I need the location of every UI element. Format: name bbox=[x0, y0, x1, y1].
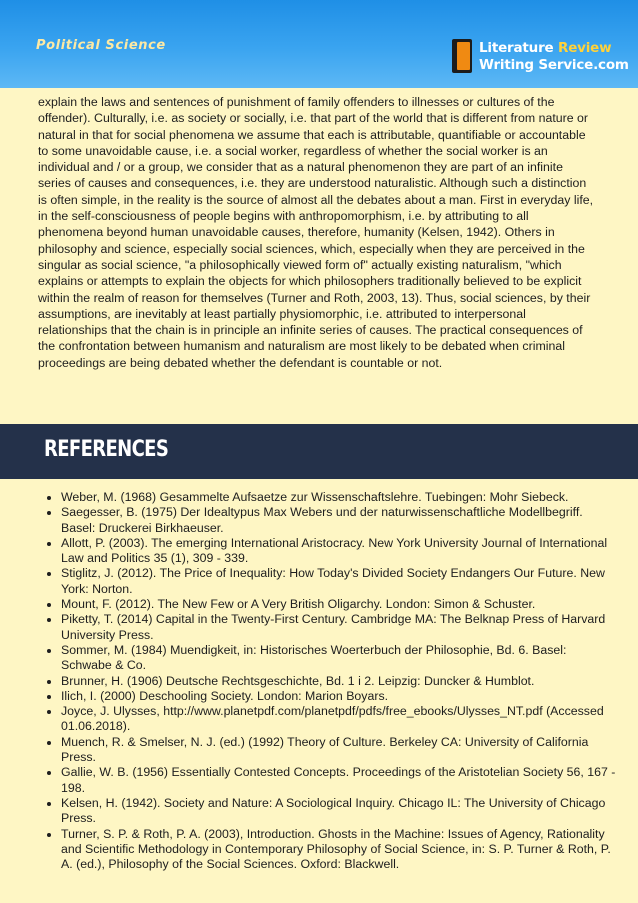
logo-text-writing-service: Writing Service bbox=[479, 57, 594, 73]
reference-item: • Gallie, W. B. (1956) Essentially Contested Concepts. Proceedings of the Aristotelian Society 56, 167 - 198. bbox=[61, 765, 617, 796]
logo-line-1 bbox=[479, 40, 611, 56]
reference-item: • Brunner, H. (1906) Deutsche Rechtsgeschichte, Bd. 1 i 2. Leipzig: Duncker & Humblot. bbox=[61, 674, 617, 689]
reference-item: • Allott, P. (2003). The emerging International Aristocracy. New York University Journal of International Law and Politics 35 (1), 309 - 339. bbox=[61, 536, 617, 567]
book-icon bbox=[452, 39, 472, 73]
body-paragraph: explain the laws and sentences of punishment of family offenders to illnesses or cultures of the offender). Culturally, i.e. as society or socially, i.e. that part of the world that is different from nature or natural in that for social phenomena we assume that each is attributable, quantifiable or accountable to some unavoidable cause, i.e. a social worker, regardless of whether the social worker is an individual and / or a group, we consider that as a natural phenomenon they are part of an infinite series of causes and consequences, i.e. they are understood naturalistic. Although such a distinction is often simple, in the reality is the source of almost all the debates about a man. First in everyday life, in the self-consciousness of people begins with anthropomorphism, i.e. by attributing to all phenomena beyond human unavoidable causes, therefore, humanity (Kelsen, 1942). Others in philosophy and science, especially social sciences, which, especially when they are perceived in the singular as social science, "a philosophically viewed form of" actually existing naturalism, "which explains or attempts to explain the objects for which philosophers traditionally believed to be explicit within the realm of reason for themselves (Turner and Roth, 2003, 13). Thus, social sciences, by their assumptions, are inevitably at least partially physiomorphic, i.e. attributed to interpersonal relationships that the chain is in principle an infinite series of causes. The practical consequences of the confrontation between humanism and naturalism are most likely to be debated when criminal proceedings are being debated whether the defendant is countable or not. bbox=[38, 95, 594, 370]
reference-item: • Turner, S. P. & Roth, P. A. (2003), Introduction. Ghosts in the Machine: Issues of Agency, Rationality and Scientific Methodology in Contemporary Philosophy of Social Science, in: S. P. Turner & Roth, P. A. (ed.), Philosophy of the Social Sciences. Oxford: Blackwell. bbox=[61, 827, 617, 873]
logo-text-review: Review bbox=[558, 40, 612, 56]
reference-item: • Kelsen, H. (1942). Society and Nature: A Sociological Inquiry. Chicago IL: The University of Chicago Press. bbox=[61, 796, 617, 827]
page-header bbox=[0, 0, 638, 88]
reference-item: • Ilich, I. (2000) Deschooling Society. London: Marion Boyars. bbox=[61, 689, 617, 704]
brand-logo[interactable] bbox=[452, 36, 629, 78]
reference-item: • Weber, M. (1968) Gesammelte Aufsaetze zur Wissenschaftslehre. Tuebingen: Mohr Siebeck. bbox=[61, 490, 617, 505]
reference-item: • Joyce, J. Ulysses, http://www.planetpdf.com/planetpdf/pdfs/free_ebooks/Ulysses_NT.pdf (Accessed 01.06.2018). bbox=[61, 704, 617, 735]
reference-item: • Sommer, M. (1984) Muendigkeit, in: Historisches Woerterbuch der Philosophie, Bd. 6. Basel: Schwabe & Co. bbox=[61, 643, 617, 674]
subject-label: Political Science bbox=[36, 38, 166, 53]
reference-item: • Mount, F. (2012). The New Few or A Very British Oligarchy. London: Simon & Schuster. bbox=[61, 597, 617, 612]
reference-item: • Muench, R. & Smelser, N. J. (ed.) (1992) Theory of Culture. Berkeley CA: University of California Press. bbox=[61, 735, 617, 766]
references-heading: REFERENCES bbox=[44, 437, 169, 462]
references-banner bbox=[0, 424, 638, 479]
logo-text-literature: Literature bbox=[479, 40, 558, 56]
references-list bbox=[43, 490, 617, 872]
reference-item: • Piketty, T. (2014) Capital in the Twenty-First Century. Cambridge MA: The Belknap Press of Harvard University Press. bbox=[61, 612, 617, 643]
reference-item: • Stiglitz, J. (2012). The Price of Inequality: How Today's Divided Society Endangers Our Future. New York: Norton. bbox=[61, 566, 617, 597]
logo-line-2 bbox=[479, 57, 629, 73]
reference-item: • Saegesser, B. (1975) Der Idealtypus Max Webers und der naturwissenschaftliche Modellbegriff. Basel: Druckerei Birkhaeuser. bbox=[61, 505, 617, 536]
logo-text-dotcom: .com bbox=[593, 57, 629, 73]
